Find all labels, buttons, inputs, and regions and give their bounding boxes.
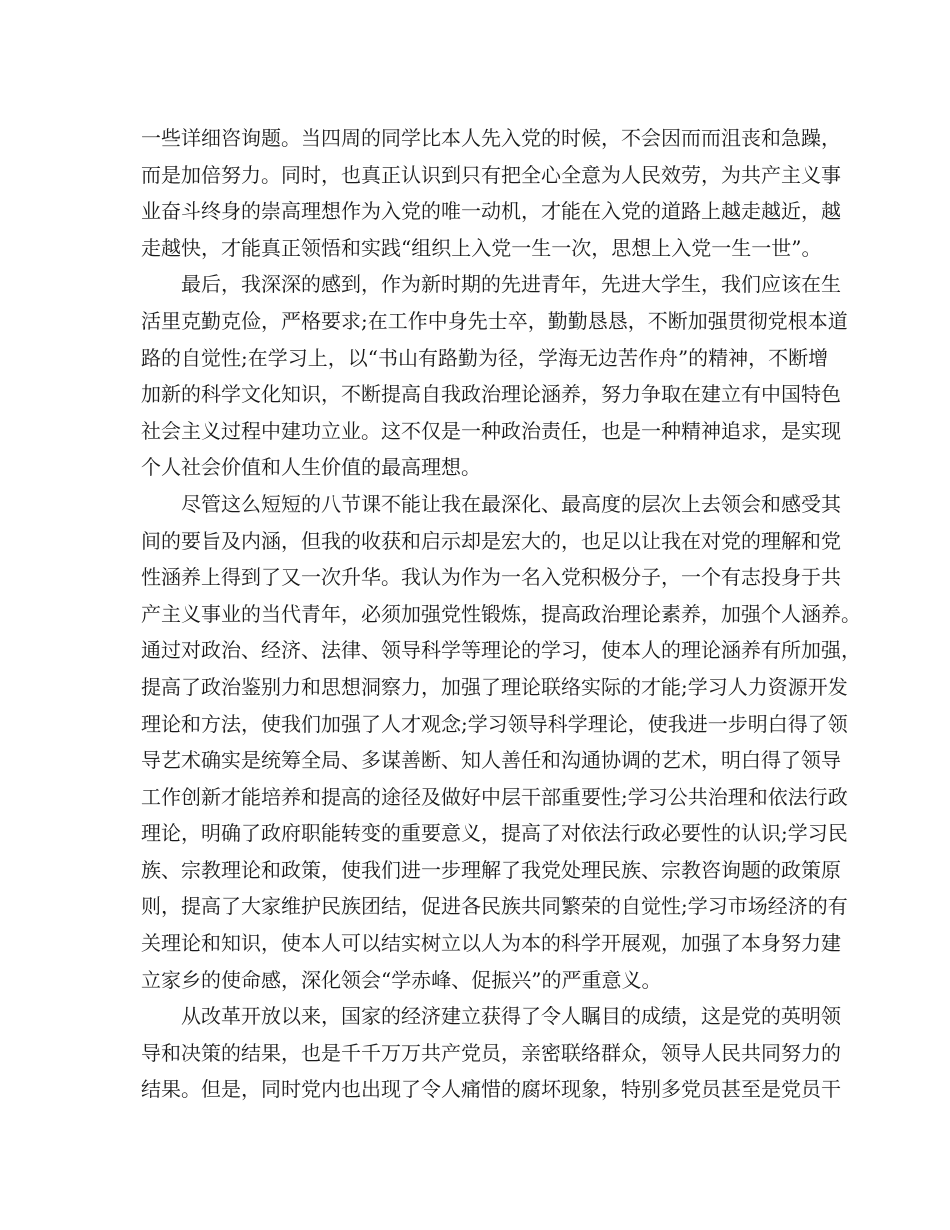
text-line: 立家乡的使命感，深化领会“学赤峰、促振兴”的严重意义。: [141, 967, 662, 992]
text-line: 工作创新才能培养和提高的途径及做好中层干部重要性;学习公共治理和依法行政: [141, 784, 848, 809]
text-line: 活里克勤克俭，严格要求;在工作中身先士卒，勤勤恳恳，不断加强贯彻党根本道: [141, 308, 848, 333]
text-line: 最后，我深深的感到，作为新时期的先进青年，先进大学生，我们应该在生: [181, 272, 841, 297]
text-line: 导和决策的结果，也是千千万万共产党员，亲密联络群众，领导人民共同努力的: [141, 1040, 841, 1065]
text-line: 而是加倍努力。同时，也真正认识到只有把全心全意为人民效劳，为共产主义事: [141, 162, 841, 187]
text-line: 则，提高了大家维护民族团结，促进各民族共同繁荣的自觉性;学习市场经济的有: [141, 894, 848, 919]
text-line: 理论，明确了政府职能转变的重要意义，提高了对依法行政必要性的认识;学习民: [141, 821, 848, 846]
text-line: 社会主义过程中建功立业。这不仅是一种政治责任，也是一种精神追求，是实现: [141, 418, 841, 443]
text-line: 间的要旨及内涵，但我的收获和启示却是宏大的，也足以让我在对党的理解和党: [141, 528, 841, 553]
text-line: 通过对政治、经济、法律、领导科学等理论的学习，使本人的理论涵养有所加强，: [141, 638, 861, 663]
text-line: 从改革开放以来，国家的经济建立获得了令人瞩目的成绩，这是党的英明领: [181, 1004, 841, 1029]
text-line: 族、宗教理论和政策，使我们进一步理解了我党处理民族、宗教咨询题的政策原: [141, 857, 841, 882]
text-line: 个人社会价值和人生价值的最高理想。: [141, 455, 481, 480]
text-line: 导艺术确实是统筹全局、多谋善断、知人善任和沟通协调的艺术，明白得了领导: [141, 748, 841, 773]
paragraph-p4: [141, 998, 841, 1108]
text-line: 理论和方法，使我们加强了人才观念;学习领导科学理论，使我进一步明白得了领: [141, 711, 848, 736]
paragraph-p1: [141, 120, 841, 266]
paragraph-p3: [141, 486, 861, 998]
text-line: 提高了政治鉴别力和思想洞察力，加强了理论联络实际的才能;学习人力资源开发: [141, 674, 848, 699]
text-line: 性涵养上得到了又一次升华。我认为作为一名入党积极分子，一个有志投身于共: [141, 565, 841, 590]
text-line: 结果。但是，同时党内也出现了令人痛惜的腐坏现象，特别多党员甚至是党员干: [141, 1077, 841, 1102]
text-line: 走越快，才能真正领悟和实践“组织上入党一生一次，思想上入党一生一世”。: [141, 235, 822, 260]
text-line: 一些详细咨询题。当四周的同学比本人先入党的时候，不会因而而沮丧和急躁，: [141, 126, 841, 150]
text-line: 尽管这么短短的八节课不能让我在最深化、最高度的层次上去领会和感受其: [181, 491, 841, 516]
document-body: [141, 120, 861, 1108]
text-line: 路的自觉性;在学习上，以“书山有路勤为径，学海无边苦作舟”的精神，不断增: [141, 345, 829, 370]
text-line: 加新的科学文化知识，不断提高自我政治理论涵养，努力争取在建立有中国特色: [141, 382, 841, 407]
text-line: 业奋斗终身的崇高理想作为入党的唯一动机，才能在入党的道路上越走越近，越: [141, 199, 841, 224]
paragraph-p2: [141, 266, 848, 486]
text-line: 产主义事业的当代青年，必须加强党性锻炼，提高政治理论素养，加强个人涵养。: [141, 601, 861, 626]
text-line: 关理论和知识，使本人可以结实树立以人为本的科学开展观，加强了本身努力建: [141, 931, 841, 956]
